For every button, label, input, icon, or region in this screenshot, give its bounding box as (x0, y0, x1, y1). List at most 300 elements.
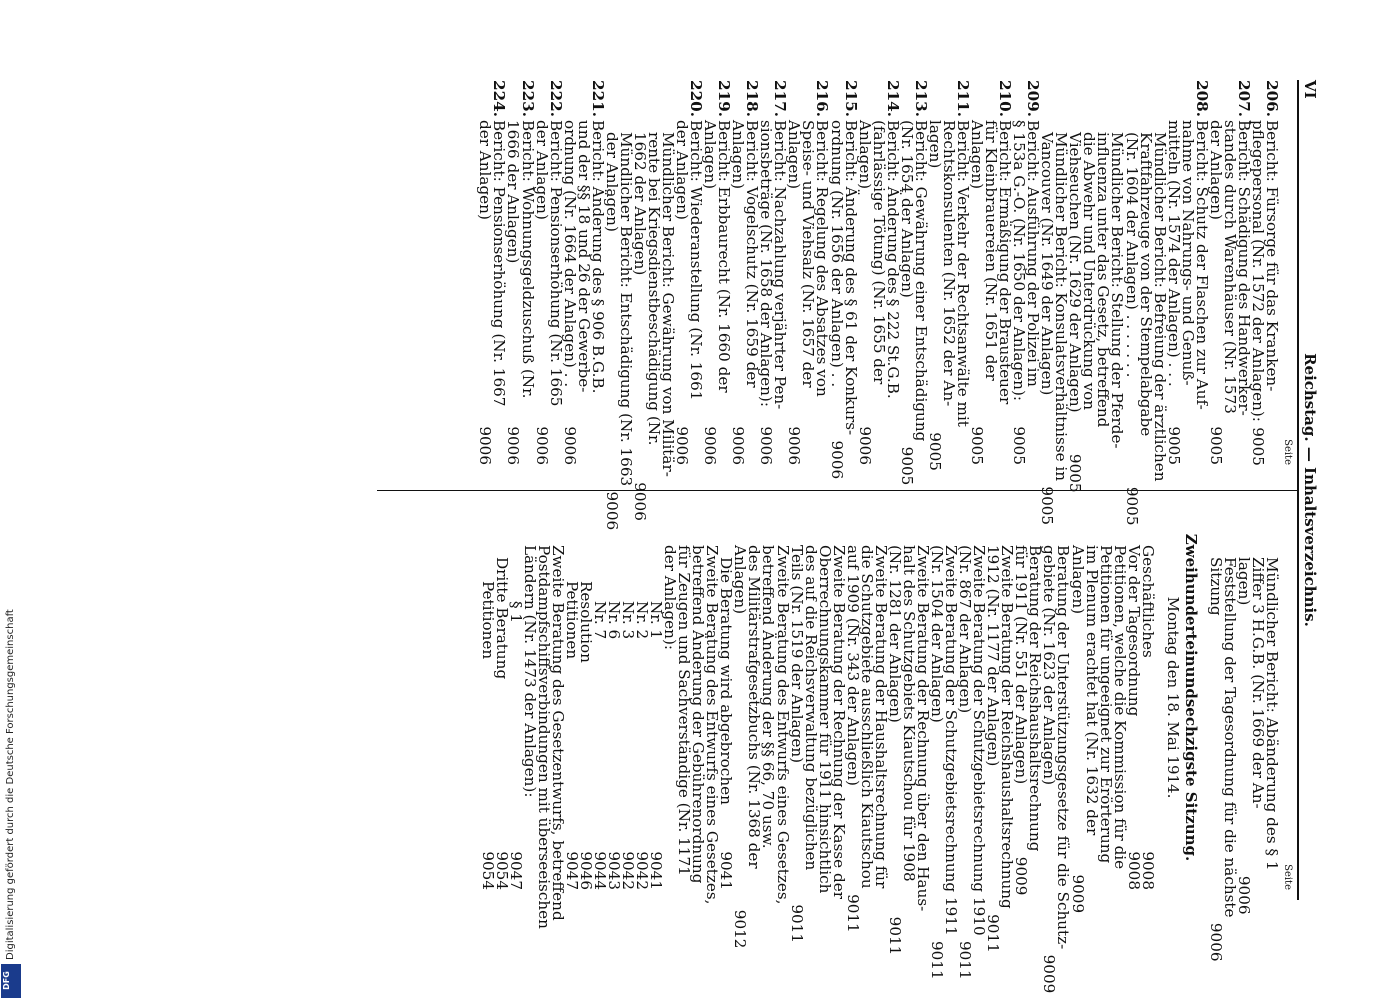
entry-line: Oberrechnungskammer für 1911 hinsichtlich (815, 545, 834, 894)
entry-page: 9012 (731, 909, 750, 949)
entry-page: 9005 (968, 426, 987, 465)
entry-text (647, 545, 666, 846)
toc-entry (1234, 505, 1281, 915)
right-top-list (1206, 505, 1281, 962)
entry-line: für Kleinbrauereien (Nr. 1651 der (982, 120, 1001, 381)
entry-line: die Schutzgebiete ausschließlich Kiautschou (857, 545, 876, 889)
entry-line: Petitionen, welche die Kommission für die (1110, 545, 1129, 870)
entry-line: Zweite Beratung der Rechnung der Kasse der (829, 545, 848, 899)
entry-number: 219. (715, 80, 734, 117)
entry-line: Petitionen (562, 581, 581, 660)
entry-number (1124, 80, 1166, 120)
entry-line: Bericht: Erbbaurecht (Nr. 1660 der (715, 120, 734, 393)
toc-entry (1040, 505, 1073, 994)
toc-entry (673, 80, 706, 465)
entry-text (1234, 545, 1281, 871)
entry-number (1209, 505, 1237, 545)
entry-line: (Nr. 867 der Anlagen) (956, 545, 975, 714)
entry-line: Geschäftliches (1138, 545, 1157, 658)
entry-page: 9006 (729, 426, 748, 465)
toc-entry (560, 80, 607, 465)
entry-line: und der §§ 18 und 26 der Gewerbe- (574, 120, 593, 393)
entry-text (506, 545, 525, 846)
entry-line: (Nr. 1604 der Anlagen) . . . . . . . (1122, 132, 1141, 378)
entry-text (1206, 545, 1239, 918)
entry-line: Nr. 6 (604, 601, 623, 640)
entry-line: Bericht: Ermäßigung der Brausteuer (996, 120, 1015, 405)
entry-number: 224. (490, 80, 509, 117)
entry-page: 9005 (1038, 486, 1057, 526)
toc-entry (602, 80, 635, 531)
toc-entry (492, 505, 511, 890)
entry-text (928, 545, 961, 936)
entry-line: Sitzung (1206, 557, 1225, 616)
entry-number (888, 505, 930, 545)
entry-line: Nr. 2 (633, 601, 652, 640)
entry-page: 9006 (560, 426, 579, 465)
entry-line: Anlagen) (785, 120, 804, 190)
entry-line: 1912 (Nr. 1177 der Anlagen) (984, 545, 1003, 767)
toc-entry (984, 505, 1017, 953)
entry-line: sionsbeträge (Nr. 1658 der Anlagen): (757, 120, 776, 407)
entry-number (509, 505, 523, 545)
entry-text (1124, 545, 1143, 846)
entry-line: Zweite Beratung des Entwurfs eines Gesetzes, (773, 545, 792, 905)
entry-line: der Anlagen) (1206, 120, 1225, 220)
entry-line: Bericht: Fürsorge für das Kranken- (1263, 120, 1281, 392)
seite-label-left: Seite (1282, 439, 1293, 465)
entry-line: betreffend Änderung der §§ 66, 70 usw. (759, 545, 778, 849)
entry-line: 1666 der Anlagen) (504, 120, 523, 264)
entry-line: Petitionen (478, 581, 497, 660)
entry-line: Mündlicher Bericht: Konsulatsverhältnisse in (1052, 132, 1071, 482)
entry-page: 9005 (897, 446, 916, 486)
entry-number (523, 505, 565, 545)
entry-line: Zweite Beratung der Reichshaushaltsrechnung (998, 545, 1017, 909)
entry-text (673, 120, 706, 421)
entry-text (661, 545, 722, 905)
entry-text (729, 120, 762, 421)
entry-line: Bericht: Änderung des § 906 B.G.B. (588, 120, 607, 394)
toc-entry (729, 80, 762, 465)
entry-number (649, 505, 663, 545)
entry-page: 9044 (590, 851, 609, 890)
toc-entry (478, 505, 497, 890)
entry-line: Viehseuchen (Nr. 1629 der Anlagen) (1066, 132, 1085, 413)
entry-line: Zweite Beratung der Schutzgebietsrechnung 1910 (970, 545, 989, 936)
entry-page: 9006 (476, 426, 495, 465)
entry-line: Bericht: Schädigung des Handwerker- (1234, 120, 1253, 416)
entry-number: 211. (953, 80, 972, 117)
entry-number (1141, 505, 1155, 545)
entry-text (1038, 120, 1071, 482)
credit-text: Digitalisierung gefördert durch die Deutsche Forschungsgemeinschaft (5, 609, 16, 960)
entry-number: 223. (518, 80, 537, 117)
entry-line: ordnung (Nr. 1656 der Anlagen) . . (827, 120, 846, 388)
header-rule (1297, 80, 1299, 900)
entry-line: § 153a G.-O. (Nr. 1650 der Anlagen): (1010, 120, 1029, 401)
entry-page: 9006 (785, 426, 804, 465)
entry-line: Speise- und Viehsalz (Nr. 1657 der (799, 120, 818, 388)
entry-line: Mündlicher Bericht: Gewährung von Militär- (658, 132, 677, 477)
entry-text (560, 120, 607, 421)
entry-line: Die Beratung wird abgebrochen (717, 557, 736, 805)
entry-line: Kraftfahrzeuge von der Stempelabgabe (1136, 132, 1155, 437)
entry-page: 9046 (576, 851, 595, 890)
entry-number (1068, 80, 1124, 120)
entry-line: standes durch Warenhäuser (Nr. 1573 (1220, 120, 1239, 414)
entry-page: 9006 (827, 440, 846, 480)
toc-entry (1122, 80, 1169, 526)
entry-page: 9043 (604, 851, 623, 890)
entry-number: 222. (546, 80, 565, 117)
entry-text (757, 120, 790, 421)
entry-line: Anlagen) (731, 545, 750, 615)
dfg-logo-text: DFG (1, 971, 11, 990)
toc-entry (1206, 80, 1253, 465)
entry-number (719, 505, 733, 545)
toc-entry (520, 505, 567, 929)
entry-line: Bericht: Änderung des § 222 St.G.B. (883, 120, 902, 399)
entry-line: betreffend Änderung der Gebührenordnung (689, 545, 708, 884)
entry-number (621, 505, 635, 545)
entry-text (476, 120, 509, 421)
entry-line: Anlagen) (1068, 545, 1087, 615)
entry-text (532, 120, 565, 421)
entry-text (984, 545, 1017, 909)
toc-entry (633, 505, 652, 890)
toc-entry (1124, 505, 1143, 890)
toc-entry (619, 505, 638, 890)
entry-page: 9006 (630, 482, 649, 521)
entry-page: 9011 (885, 916, 904, 956)
entry-number: 209. (1024, 80, 1043, 117)
entry-text (968, 120, 1015, 421)
entry-page: 9005 (1122, 486, 1141, 526)
toc-entry (843, 505, 890, 933)
entry-line: Bericht: Gewährung einer Entschädigung (911, 120, 930, 442)
entry-page: 9047 (506, 851, 525, 890)
toc-entry (630, 80, 677, 521)
entry-line: Bericht: Ausführung der Polizei im (1024, 120, 1043, 387)
entry-line: Feststellung der Tagesordnung für die nächste (1220, 557, 1239, 918)
entry-text (492, 545, 511, 846)
entry-line: Zweite Beratung der Haushaltsrechnung für (871, 545, 890, 889)
page-number: VI (1301, 80, 1319, 99)
entry-number (593, 505, 607, 545)
entry-line: Rechtskonsulenten (Nr. 1652 der An- (939, 120, 958, 407)
entry-text (1122, 120, 1169, 482)
entry-line: Mündlicher Bericht: Befreiung der ärztlichen (1150, 132, 1169, 482)
toc-entry (717, 505, 736, 890)
entry-page: 9005 (1164, 426, 1183, 465)
entry-text (956, 545, 989, 936)
entry-line: Zweite Beratung der Schutzgebietsrechnung 1911 (942, 545, 961, 936)
entry-line: rente bei Kriegsdienstbeschädigung (Nr. (644, 132, 663, 446)
entry-number (1070, 505, 1126, 545)
entry-text (1010, 120, 1043, 421)
toc-entry (504, 80, 537, 465)
toc-entry (731, 505, 792, 949)
entry-page: 9006 (673, 426, 692, 465)
entry-line: Vor der Tagesordnung (1124, 545, 1143, 717)
toc-entry (506, 505, 525, 890)
entry-number (1014, 505, 1042, 545)
page-header (1299, 80, 1319, 900)
entry-text (562, 545, 581, 846)
entry-line: lagen) (1234, 557, 1253, 606)
entry-page: 9041 (717, 851, 736, 890)
entry-page: 9005 (1066, 453, 1085, 493)
toc-entry (757, 80, 790, 465)
entry-line: Bericht: Schutz der Flaschen zur Auf- (1192, 120, 1211, 410)
digitization-credit (0, 604, 22, 1000)
session-heading: Zweihunderteinundsechzigste Sitzung. (1181, 533, 1200, 862)
entry-page: 9006 (1206, 922, 1225, 962)
entry-line: Bericht: Pensionserhöhung (Nr. 1667 (490, 120, 509, 407)
entry-text (604, 545, 623, 846)
toc-entry (590, 505, 609, 890)
entry-page: 9042 (619, 851, 638, 890)
entry-number (663, 505, 719, 545)
entry-line: Bericht: Pensionserhöhung (Nr. 1665 (546, 120, 565, 407)
entry-line: für 1911 (Nr. 551 der Anlagen) (1012, 545, 1031, 785)
entry-page: 9005 (1010, 426, 1029, 465)
entry-line: Resolution (576, 581, 595, 663)
toc-entry (968, 80, 1015, 465)
entry-line: ordnung (Nr. 1664 der Anlagen) . . (560, 120, 579, 388)
entry-number: 215. (841, 80, 860, 117)
entry-line: (fahrlässige Tötung) (Nr. 1655 der (869, 120, 888, 385)
entry-text (1206, 120, 1253, 421)
toc-entry (647, 505, 666, 890)
entry-line: Beratung der Unterstützungsgesetze für die Schutz- (1054, 545, 1073, 950)
entry-page: 9042 (633, 851, 652, 890)
entry-number: 210. (996, 80, 1015, 117)
entry-page: 9006 (701, 426, 720, 465)
entry-line: Anlagen) (701, 120, 720, 190)
left-entry-list (476, 80, 1281, 531)
entry-number: 217. (771, 80, 790, 117)
entry-number: 216. (813, 80, 832, 117)
session-date: Montag den 18. Mai 1914. (1163, 596, 1182, 799)
entry-line: Teils (Nr. 1519 der Anlagen) (787, 545, 806, 764)
toc-entry (1010, 80, 1043, 465)
entry-number: 214. (883, 80, 902, 117)
entry-text (1068, 545, 1129, 870)
toc-entry (925, 80, 972, 471)
entry-line: Mündlicher Bericht: Abänderung des § 1 (1263, 557, 1281, 871)
entry-text (1138, 545, 1157, 846)
entry-number (607, 505, 621, 545)
entry-page: 9011 (956, 940, 975, 980)
entry-page: 9005 (925, 432, 944, 471)
entry-line: Zweite Beratung des Gesetzentwurfs, betreffend (548, 545, 567, 921)
entry-page: 9054 (478, 851, 497, 890)
entry-text (925, 120, 972, 427)
entry-line: im Plenum erachtet hat (Nr. 1632 der (1082, 545, 1101, 836)
entry-number (579, 505, 593, 545)
entry-page: 9054 (492, 851, 511, 890)
entry-line: des auf die Reichsverwaltung bezüglichen (801, 545, 820, 871)
entry-line: auf 1909 (Nr. 343 der Anlagen) (843, 545, 862, 786)
entry-number (565, 505, 579, 545)
entry-page: 9005 (1248, 427, 1267, 466)
toc-entry (1068, 505, 1129, 914)
entry-page: 9009 (1068, 874, 1087, 914)
entry-line: halt des Schutzgebiets Kiautschou für 1908 (899, 545, 918, 882)
entry-line: Mündlicher Bericht: Entschädigung (Nr. 1663 (616, 132, 635, 487)
entry-line: 1662 der Anlagen) (630, 132, 649, 276)
entry-text (590, 545, 609, 846)
entry-line: Anlagen) (729, 120, 748, 190)
entry-line: Dritte Beratung (492, 557, 511, 680)
entry-number (846, 505, 888, 545)
entry-number: 221. (588, 80, 607, 117)
entry-page: 9011 (787, 904, 806, 943)
toc-entry (897, 80, 930, 486)
entry-line: Bericht: Wiederanstellung (Nr. 1661 (687, 120, 706, 401)
entry-line: Anlagen) (968, 120, 987, 190)
entry-number: 207. (1234, 80, 1253, 117)
entry-text (1164, 120, 1211, 421)
entry-line: Bericht: Verkehr der Rechtsanwälte mit (953, 120, 972, 427)
entry-text (576, 545, 595, 846)
entry-line: Nr. 7 (590, 601, 609, 640)
entry-text (717, 545, 736, 846)
entry-number: 213. (911, 80, 930, 117)
toc-entry (785, 80, 832, 465)
entry-text (633, 545, 652, 846)
toc-entry (1066, 80, 1127, 493)
entry-line: (Nr. 1281 der Anlagen) (885, 545, 904, 723)
entry-text (785, 120, 832, 421)
entry-number (986, 505, 1014, 545)
entry-page: 9011 (984, 914, 1003, 953)
entry-text (843, 545, 890, 889)
toc-entry (1012, 505, 1045, 896)
toc-entry (956, 505, 989, 980)
toc-entry (1138, 505, 1157, 890)
toc-entry (562, 505, 581, 890)
entry-text (855, 120, 902, 421)
entry-number (930, 505, 958, 545)
entry-line: influenza unter das Gesetz, betreffend (1094, 132, 1113, 428)
entry-number (958, 505, 986, 545)
entry-number (1237, 505, 1279, 545)
entry-line: Anlagen) (855, 120, 874, 190)
entry-line: Zweite Beratung des Entwurfs eines Gesetzes, (703, 545, 722, 905)
entry-number (633, 80, 675, 120)
toc-entry (827, 80, 860, 480)
entry-line: Beratung der Reichshaushaltsrechnung (1026, 545, 1045, 852)
entry-line: Nr. 1 (647, 601, 666, 640)
toc-entry (1248, 80, 1281, 466)
entry-text (619, 545, 638, 846)
entry-text (897, 120, 930, 442)
dfg-logo (1, 964, 21, 998)
entry-number (495, 505, 509, 545)
toc-entry (885, 505, 933, 956)
entry-line: Bericht: Nachzahlung verjährter Pen- (771, 120, 790, 410)
entry-text (602, 120, 635, 487)
entry-text (1248, 120, 1281, 422)
entry-line: Petitionen für ungeeignet zur Erörterung (1096, 545, 1115, 864)
entry-line: Vancouver (Nr. 1649 der Anlagen) (1038, 132, 1057, 396)
entry-text (1012, 545, 1045, 852)
entry-page: 9006 (602, 491, 621, 531)
entry-page: 9006 (532, 426, 551, 465)
entry-page: 9011 (843, 894, 862, 933)
entry-number: 206. (1263, 80, 1281, 117)
entry-line: Bericht: Wohnungsgeldzuschuß (Nr. (518, 120, 537, 399)
entry-line: lagen) (925, 120, 944, 169)
entry-line: Postdampfschiffsverbindungen mit überseeischen (534, 545, 553, 929)
entry-number: 220. (687, 80, 706, 117)
toc-entry (928, 505, 961, 980)
toc-entry (476, 80, 509, 465)
entry-line: gebiete (Nr. 1623 der Anlagen) (1040, 545, 1059, 786)
entry-line: Zweite Beratung der Rechnung über den Haus- (914, 545, 933, 912)
entry-line: pflegepersonal (Nr. 1572 der Anlagen): (1248, 120, 1267, 422)
toc-entry (661, 505, 722, 905)
left-column (476, 80, 1293, 531)
right-entry-list (478, 505, 1157, 994)
toc-entry (1038, 80, 1071, 526)
entry-text (731, 545, 792, 905)
entry-text (1040, 545, 1073, 950)
entry-line: (Nr. 1654 der Anlagen) (897, 120, 916, 298)
entry-page: 9047 (562, 851, 581, 890)
entry-page: 9009 (1012, 856, 1031, 896)
entry-page: 9008 (1124, 851, 1143, 890)
entry-line: der Anlagen) (532, 120, 551, 220)
entry-page: 9006 (1234, 875, 1253, 915)
entry-line: Ländern (Nr. 1473 der Anlagen): (520, 545, 539, 798)
entry-page: 9011 (928, 940, 947, 980)
entry-line: für Zeugen und Sachverständige (Nr. 1171 (675, 545, 694, 876)
entry-line: der Anlagen): (661, 545, 680, 650)
entry-line: § 1 (506, 601, 525, 624)
entry-line: des Militärstrafgesetzbuchs (Nr. 1368 der (745, 545, 764, 869)
entry-number (1127, 505, 1141, 545)
toc-entry (532, 80, 565, 465)
toc-entry (576, 505, 595, 890)
entry-page: 9006 (757, 426, 776, 465)
toc-entry (787, 505, 848, 943)
page-title: Reichstag. — Inhaltsverzeichnis. (1301, 353, 1319, 627)
entry-line: mitteln (Nr. 1574 der Anlagen) . . . (1164, 120, 1183, 387)
entry-number (635, 505, 649, 545)
seite-label-right: Seite (1282, 864, 1293, 890)
column-divider (377, 490, 1297, 491)
entry-number (1042, 505, 1070, 545)
entry-text (885, 545, 933, 912)
entry-number (481, 505, 495, 545)
entry-page: 9009 (1040, 954, 1059, 994)
entry-text (520, 545, 567, 929)
entry-line: Bericht: Regelung des Absatzes von (813, 120, 832, 397)
entry-text (787, 545, 848, 899)
entry-number: 208. (1192, 80, 1211, 117)
entry-text (827, 120, 860, 436)
entry-page: 9005 (1206, 426, 1225, 465)
entry-line: Ziffer 3 H.G.B. (Nr. 1669 der An- (1248, 557, 1267, 809)
entry-text (701, 120, 734, 421)
entry-page: 9006 (504, 426, 523, 465)
entry-text (1066, 120, 1127, 449)
entry-line: Nr. 3 (619, 601, 638, 640)
